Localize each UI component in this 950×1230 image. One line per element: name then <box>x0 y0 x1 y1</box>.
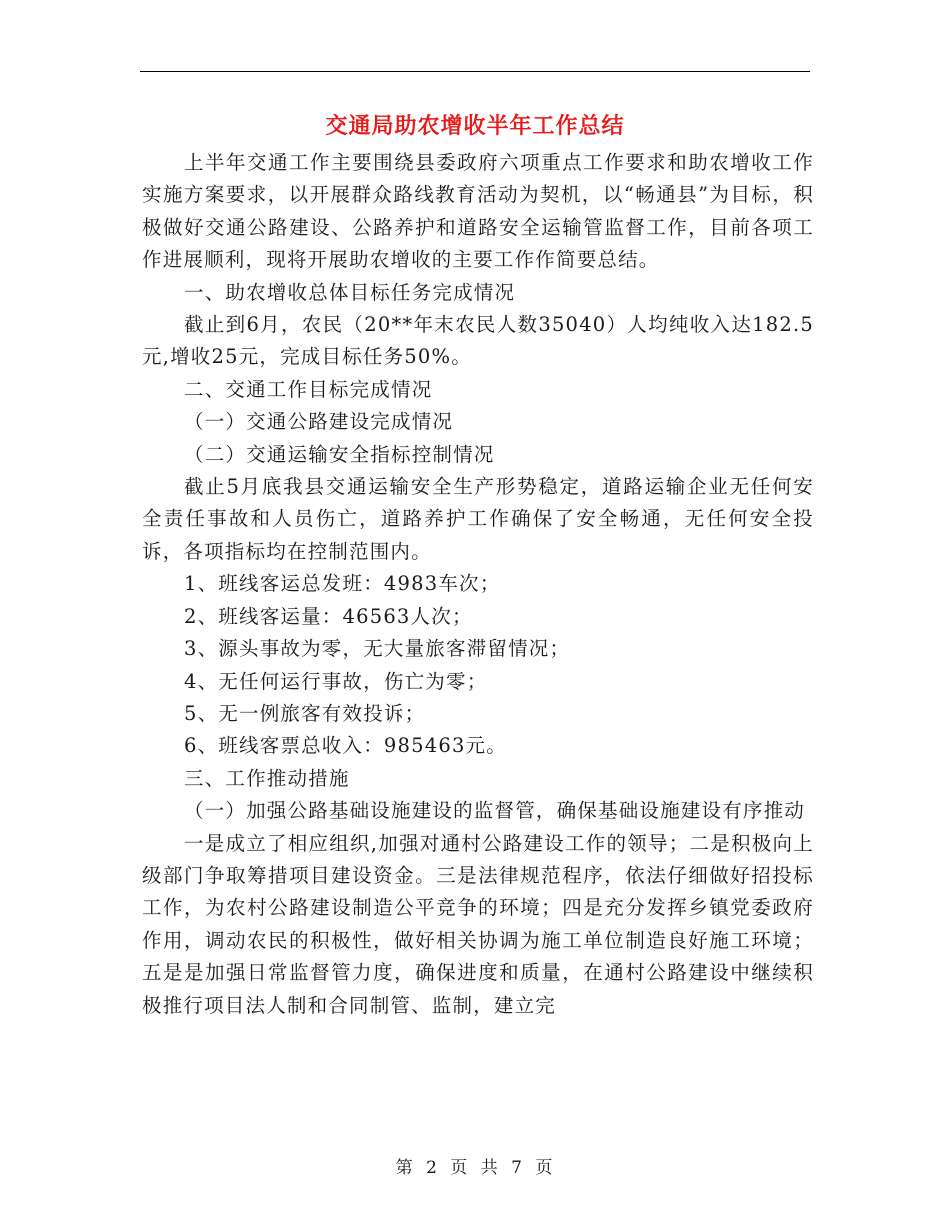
list-item: 4、无任何运行事故，伤亡为零； <box>184 669 488 693</box>
paragraph-safety: 截止5月底我县交通运输安全生产形势稳定，道路运输企业无任何安全责任事故和人员伤亡，道路养护工作确保了安全畅通，无任何安全投诉，各项指标均在控制范围内。 <box>142 475 814 563</box>
document-body <box>142 147 814 1022</box>
footer-label-ye2: 页 <box>535 1158 555 1178</box>
document-title: 交通局助农增收半年工作总结 <box>325 113 625 139</box>
header-rule <box>140 71 810 72</box>
section-heading-3: 三、工作推动措施 <box>184 766 350 790</box>
section-heading-2: 二、交通工作目标完成情况 <box>184 377 433 401</box>
list-item: 5、无一例旅客有效投诉； <box>184 701 426 725</box>
list-item: 2、班线客运量：46563人次； <box>184 604 473 628</box>
paragraph-intro: 上半年交通工作主要围绕县委政府六项重点工作要求和助农增收工作实施方案要求，以开展群众路线教育活动为契机，以“畅通县”为目标，积极做好交通公路建设、公路养护和道路安全运输管监督工作，目前各项工作进展顺利，现将开展助农增收的主要工作作简要总结。 <box>142 151 814 272</box>
section-heading-1: 一、助农增收总体目标任务完成情况 <box>184 280 516 304</box>
paragraph-income: 截止到6月，农民（20**年末农民人数35040）人均纯收入达182.5元,增收25元，完成目标任务50%。 <box>142 313 814 369</box>
subsection-heading-2-2: （二）交通运输安全指标控制情况 <box>184 442 495 466</box>
page-total: 7 <box>511 1158 524 1178</box>
subsection-heading-3-1: （一）加强公路基础设施建设的监督管，确保基础设施建设有序推动 <box>184 799 806 823</box>
footer-label-ye: 页 <box>450 1158 470 1178</box>
list-item: 1、班线客运总发班：4983车次； <box>184 572 501 596</box>
page-number: 2 <box>426 1158 439 1178</box>
paragraph-measures: 一是成立了相应组织,加强对通村公路建设工作的领导；二是积极向上级部门争取筹措项目建设资金。三是法律规范程序，依法仔细做好招投标工作，为农村公路建设制造公平竞争的环境；四是充分发挥乡镇党委政府作用，调动农民的积极性，做好相关协调为施工单位制造良好施工环境；五是是加强日常监督管力度，确保进度和质量，在通村公路建设中继续积极推行项目法人制和合同制管、监制，建立完 <box>142 831 814 1017</box>
page-footer <box>0 1153 950 1178</box>
footer-label-di: 第 <box>395 1158 415 1178</box>
list-item: 3、源头事故为零，无大量旅客滞留情况； <box>184 637 571 661</box>
footer-label-gong: 共 <box>480 1158 500 1178</box>
subsection-heading-2-1: （一）交通公路建设完成情况 <box>184 410 454 434</box>
list-item: 6、班线客票总收入：985463元。 <box>184 734 507 758</box>
